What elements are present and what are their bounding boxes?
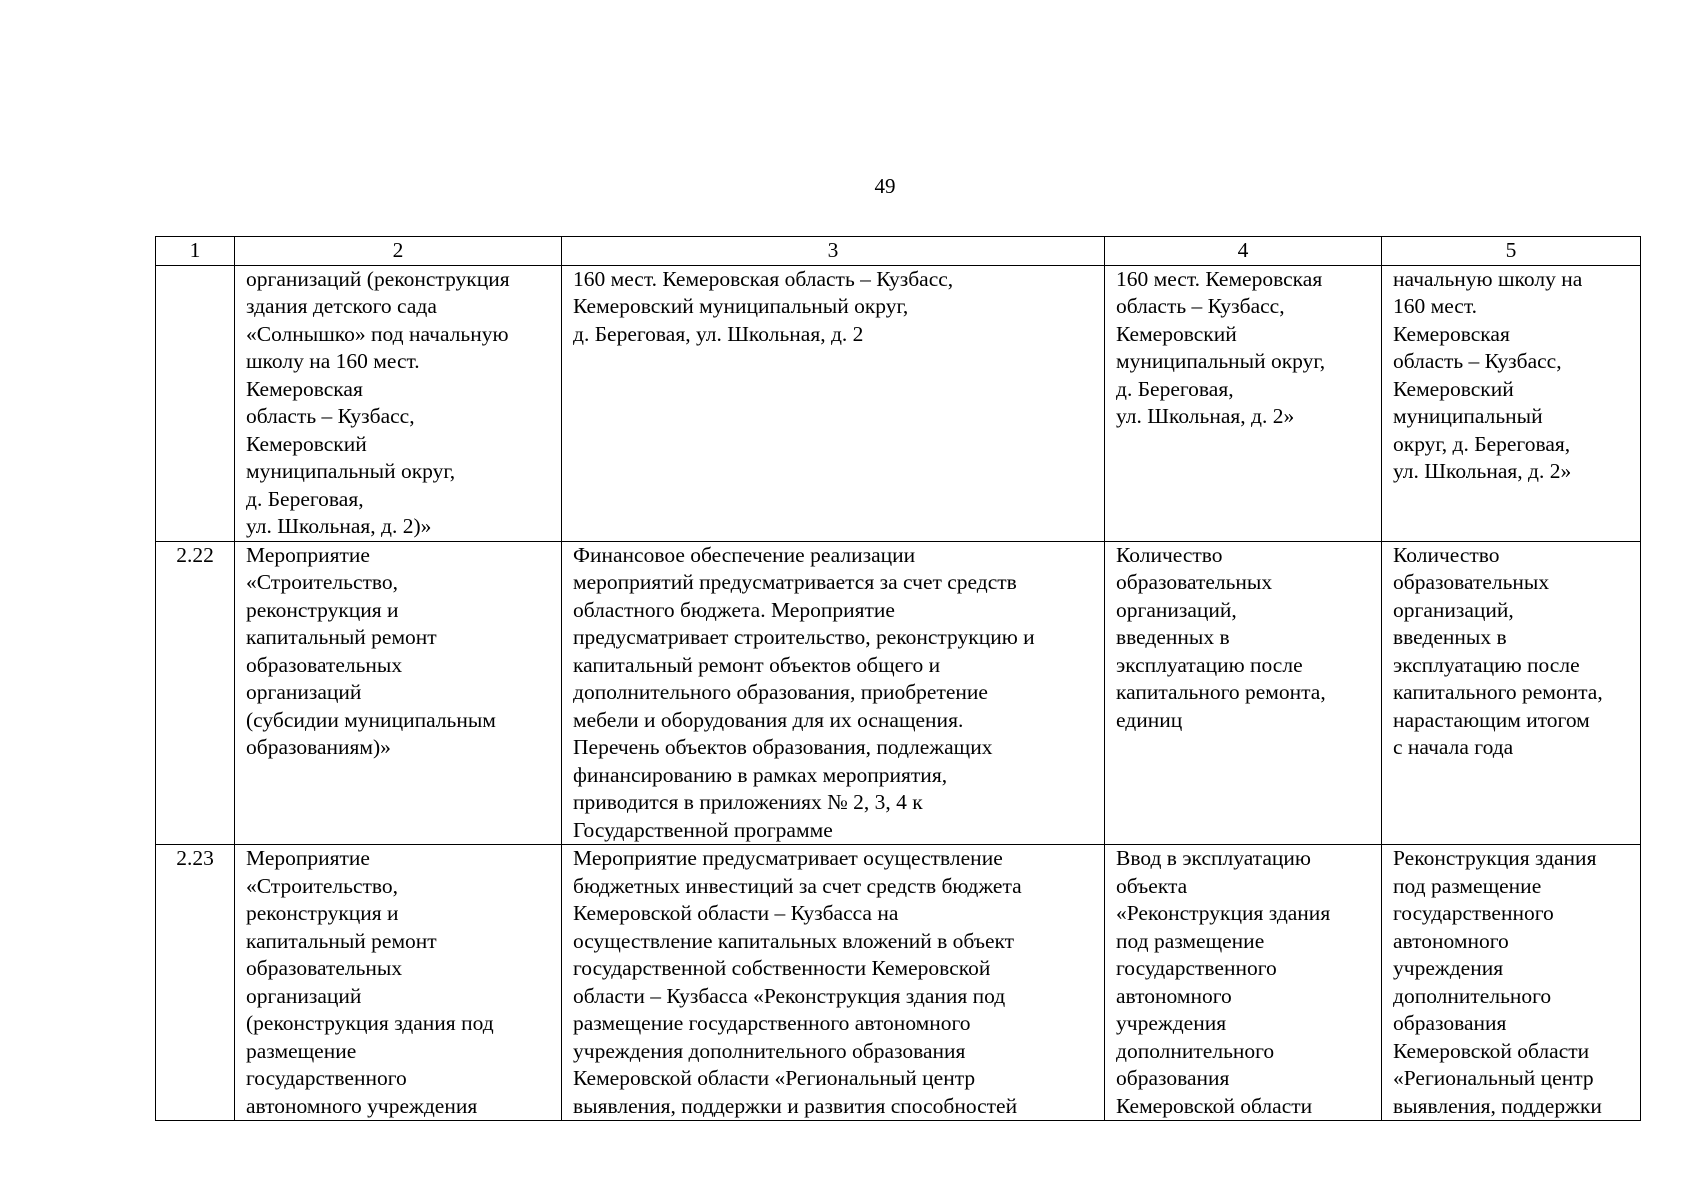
activity-name-cell: Мероприятие «Строительство, реконструкция и капитальный ремонт образовательных организаций (реконструкция здания под размещение государственного автономного учреждения [235,845,562,1121]
column-header-3: 3 [562,237,1105,266]
table-header-row [156,237,1641,266]
indicator-name-cell: 160 мест. Кемеровская область – Кузбасс, Кемеровский муниципальный округ, д. Береговая, ул. Школьная, д. 2» [1105,265,1382,541]
table-row [156,265,1641,541]
column-header-1: 1 [156,237,235,266]
row-number-cell: 2.23 [156,845,235,1121]
activity-description-cell: 160 мест. Кемеровская область – Кузбасс, Кемеровский муниципальный округ, д. Береговая, ул. Школьная, д. 2 [562,265,1105,541]
activity-name-cell: организаций (реконструкция здания детского сада «Солнышко» под начальную школу на 160 мест. Кемеровская область – Кузбасс, Кемеровский муниципальный округ, д. Береговая, ул. Школьная, д. 2)» [235,265,562,541]
table-row [156,845,1641,1121]
activity-name-cell: Мероприятие «Строительство, реконструкция и капитальный ремонт образовательных организаций (субсидии муниципальным образованиям)» [235,541,562,845]
indicator-name-cell: Количество образовательных организаций, введенных в эксплуатацию после капитального ремонта, единиц [1105,541,1382,845]
row-number-cell: 2.22 [156,541,235,845]
indicator-name-cell: Ввод в эксплуатацию объекта «Реконструкция здания под размещение государственного автономного учреждения дополнительного образования Кемеровской области [1105,845,1382,1121]
page-number: 49 [874,174,896,198]
column-header-2: 2 [235,237,562,266]
column-header-4: 4 [1105,237,1382,266]
table-row [156,541,1641,845]
activity-description-cell: Финансовое обеспечение реализации мероприятий предусматривается за счет средств областного бюджета. Мероприятие предусматривает строительство, реконструкцию и капитальный ремонт объектов общего и дополнительного образования, приобретение мебели и оборудования для их оснащения. Перечень объектов образования, подлежащих финансированию в рамках мероприятия, приводится в приложениях № 2, 3, 4 к Государственной программе [562,541,1105,845]
calculation-method-cell: Реконструкция здания под размещение государственного автономного учреждения дополнительного образования Кемеровской области «Региональный центр выявления, поддержки [1382,845,1641,1121]
calculation-method-cell: Количество образовательных организаций, введенных в эксплуатацию после капитального ремонта, нарастающим итогом с начала года [1382,541,1641,845]
calculation-method-cell: начальную школу на 160 мест. Кемеровская область – Кузбасс, Кемеровский муниципальный округ, д. Береговая, ул. Школьная, д. 2» [1382,265,1641,541]
column-header-5: 5 [1382,237,1641,266]
activity-description-cell: Мероприятие предусматривает осуществление бюджетных инвестиций за счет средств бюджета Кемеровской области – Кузбасса на осуществление капитальных вложений в объект государственной собственности Кемеровской области – Кузбасса «Реконструкция здания под размещение государственного автономного учреждения дополнительного образования Кемеровской области «Региональный центр выявления, поддержки и развития способностей [562,845,1105,1121]
document-table [155,236,1641,1121]
row-number-cell [156,265,235,541]
